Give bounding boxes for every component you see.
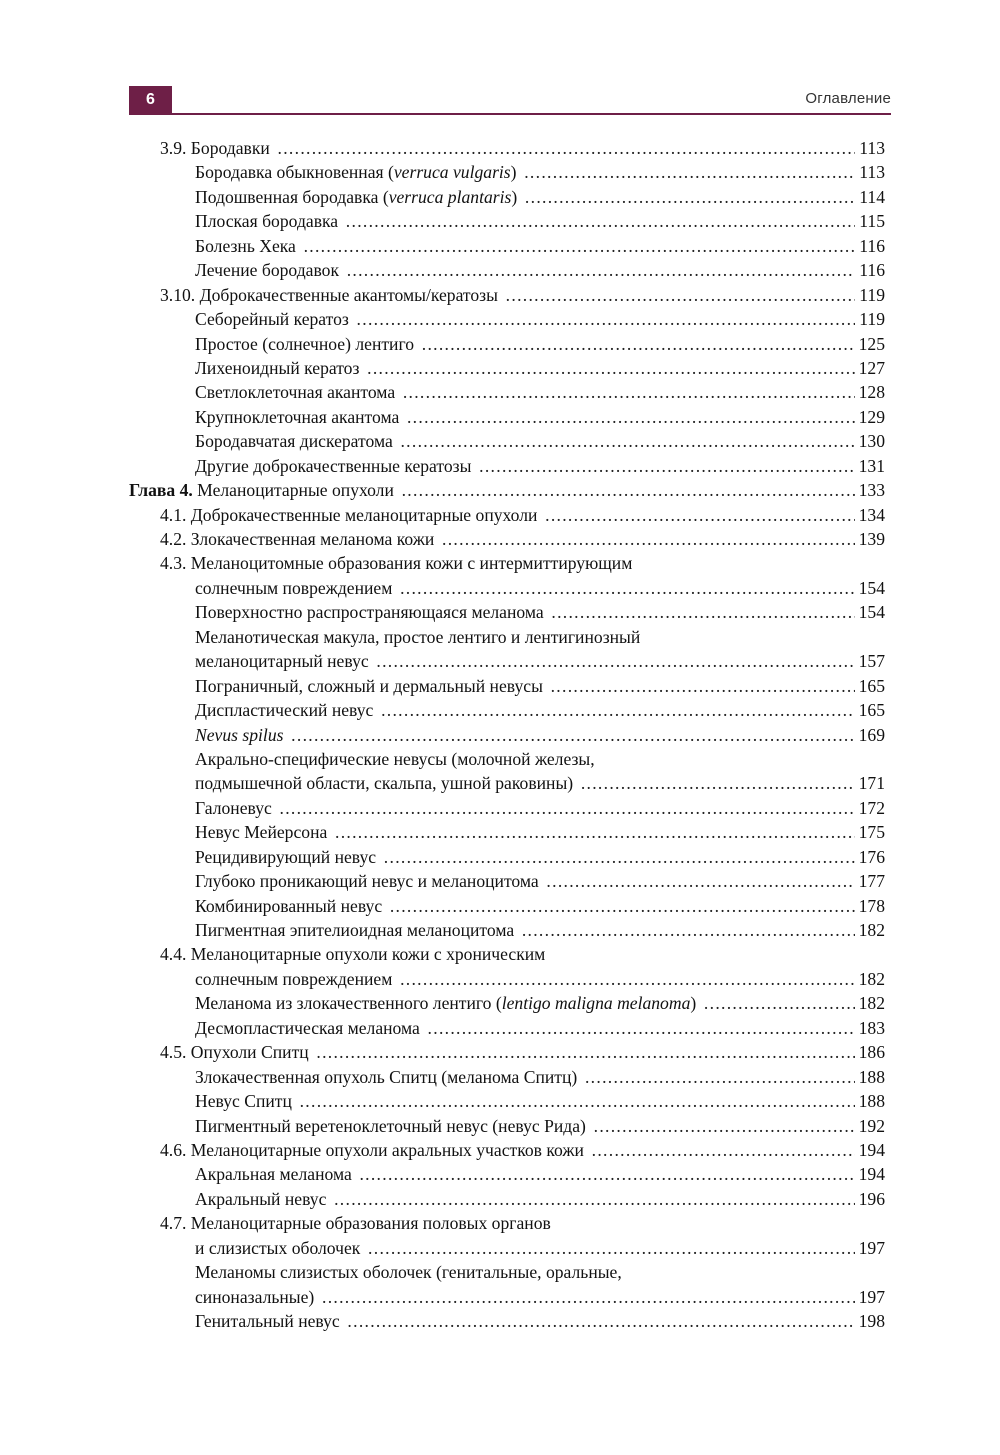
entry-text: меланоцитарный невус [195, 651, 369, 672]
page-ref: 154 [855, 600, 885, 624]
toc-entry-title [160, 1040, 885, 1064]
toc-entry-title [195, 405, 885, 429]
toc-entry [0, 967, 1000, 991]
latin-term: verruca vulgaris [393, 162, 511, 183]
page-ref: 154 [855, 576, 885, 600]
toc-entry [0, 527, 1000, 551]
entry-text: Доброкачественные акантомы/кератозы [199, 284, 498, 305]
toc-entry-title [195, 771, 885, 795]
page-ref: 113 [855, 136, 885, 160]
toc-entry-title [195, 454, 885, 478]
toc-entry [0, 845, 1000, 869]
page-ref: 134 [855, 503, 885, 527]
page-ref: 127 [855, 356, 885, 380]
entry-text: Невус Мейерсона [195, 822, 328, 843]
toc-entry [0, 698, 1000, 722]
toc-entry [0, 136, 1000, 160]
toc-entry-title [160, 283, 885, 307]
toc-entry-title [160, 1211, 885, 1235]
page-ref: 194 [855, 1162, 885, 1186]
entry-text: Акрально-специфические невусы (молочной железы, [195, 748, 595, 769]
entry-text: Галоневус [195, 797, 272, 818]
entry-text: Пигментная эпителиоидная меланоцитома [195, 920, 515, 940]
toc-entry [0, 160, 1000, 184]
toc-entry [0, 723, 1000, 747]
toc-entry-title [195, 1089, 885, 1113]
toc-entry [0, 1260, 1000, 1284]
entry-text: Рецидивирующий невус [195, 846, 377, 867]
page-ref: 192 [855, 1114, 885, 1138]
chapter-label: Глава 4. [129, 480, 193, 501]
entry-text: Плоская бородавка [195, 211, 339, 232]
page-ref: 186 [855, 1040, 885, 1064]
entry-text: синоназальные) [195, 1286, 315, 1307]
toc-entry [0, 918, 1000, 942]
toc-entry [0, 1016, 1000, 1040]
toc-entry [0, 234, 1000, 258]
toc-entry-title [195, 1309, 885, 1333]
entry-text: Меланоцитарные опухоли [192, 480, 394, 501]
page-ref: 157 [855, 649, 885, 673]
latin-term: lentigo maligna melanoma [501, 993, 691, 1014]
toc-entry-title [195, 796, 885, 820]
page-ref: 125 [855, 332, 885, 356]
entry-text: Меланотическая макула, простое лентиго и лентигинозный [195, 626, 641, 647]
page-ref: 139 [855, 527, 885, 551]
entry-text: Злокачественная меланома кожи [190, 529, 435, 549]
entry-text: солнечным повреждением [195, 577, 393, 598]
entry-text: Генитальный невус [195, 1311, 340, 1331]
page-ref: 115 [855, 209, 885, 233]
toc-entry-title [195, 234, 885, 258]
toc-entry-title [195, 160, 885, 184]
toc-entry-title [195, 356, 885, 380]
toc-entry [0, 356, 1000, 380]
section-number: 4.3. [160, 553, 191, 574]
toc-entry-title [160, 551, 885, 575]
toc-entry [0, 1065, 1000, 1089]
page-ref: 133 [855, 478, 885, 502]
entry-text: Болезнь Хека [195, 235, 296, 256]
page-ref: 119 [855, 307, 885, 331]
page-ref: 178 [855, 894, 885, 918]
entry-text: Бородавка обыкновенная ( [195, 162, 394, 183]
toc-entry [0, 1040, 1000, 1064]
toc-entry-title [195, 1114, 885, 1138]
toc-entry [0, 185, 1000, 209]
toc-entry [0, 576, 1000, 600]
entry-text: Акральный невус [195, 1188, 327, 1209]
page-ref: 165 [855, 674, 885, 698]
page-ref: 182 [855, 918, 885, 942]
toc-entry [0, 1211, 1000, 1235]
page-ref: 196 [855, 1187, 885, 1211]
toc-entry [0, 649, 1000, 673]
table-of-contents [0, 136, 1000, 1333]
running-title: Оглавление [805, 90, 891, 107]
toc-entry [0, 1089, 1000, 1113]
toc-entry [0, 1187, 1000, 1211]
toc-entry [0, 1162, 1000, 1186]
entry-text: Десмопластическая меланома [195, 1017, 420, 1038]
entry-text: Меланоцитарные опухоли кожи с хроническим [190, 944, 546, 965]
toc-entry-title [195, 649, 885, 673]
page-ref: 119 [855, 283, 885, 307]
section-number: 4.7. [160, 1213, 191, 1234]
entry-text: Диспластический невус [195, 700, 374, 721]
entry-suffix: ) [690, 993, 697, 1014]
toc-entry-title [195, 1162, 885, 1186]
section-number: 4.4. [160, 944, 191, 965]
page-ref: 165 [855, 698, 885, 722]
toc-entry-title [195, 967, 885, 991]
page-ref: 114 [855, 185, 885, 209]
entry-text: Акральная меланома [195, 1164, 352, 1185]
page-ref: 197 [855, 1236, 885, 1260]
toc-entry-title [195, 600, 885, 624]
toc-entry-title [195, 1236, 885, 1260]
toc-entry [0, 307, 1000, 331]
page-ref: 177 [855, 869, 885, 893]
toc-entry [0, 1309, 1000, 1333]
toc-entry [0, 283, 1000, 307]
toc-entry [0, 747, 1000, 771]
entry-text: Комбинированный невус [195, 895, 383, 916]
page-ref: 128 [855, 380, 885, 404]
toc-entry-title [195, 380, 885, 404]
page-ref: 194 [855, 1138, 885, 1162]
toc-entry-title [195, 820, 885, 844]
toc-entry [0, 429, 1000, 453]
toc-entry [0, 454, 1000, 478]
toc-entry [0, 674, 1000, 698]
section-number: 3.10. [160, 284, 200, 305]
toc-entry-title [160, 527, 885, 551]
latin-term: verruca plantaris [388, 186, 512, 207]
toc-entry-title [195, 185, 885, 209]
entry-text: подмышечной области, скальпа, ушной раковины) [195, 773, 574, 794]
section-number: 4.5. [160, 1042, 191, 1063]
toc-entry-title [160, 136, 885, 160]
page-ref: 131 [855, 454, 885, 478]
entry-text: Меланома из злокачественного лентиго ( [195, 993, 502, 1014]
entry-text: Другие доброкачественные кератозы [195, 455, 472, 476]
entry-text: Поверхностно распространяющаяся меланома [195, 602, 544, 623]
entry-text: Доброкачественные меланоцитарные опухоли [190, 504, 538, 525]
entry-suffix: ) [510, 162, 517, 183]
toc-entry-title [129, 478, 885, 502]
entry-text: Бородавчатая дискератома [195, 431, 393, 452]
entry-suffix: ) [511, 186, 518, 207]
section-number: 4.2. [160, 529, 191, 549]
page-ref: 172 [855, 796, 885, 820]
toc-entry-title [195, 845, 885, 869]
toc-entry-title [195, 674, 885, 698]
toc-entry-title [195, 723, 885, 747]
page-ref: 169 [855, 723, 885, 747]
toc-entry-title [195, 869, 885, 893]
entry-text: Невус Спитц [195, 1091, 292, 1112]
entry-text: Глубоко проникающий невус и меланоцитома [195, 871, 539, 892]
toc-entry [0, 209, 1000, 233]
toc-entry [0, 478, 1000, 502]
toc-entry [0, 1114, 1000, 1138]
section-number: 4.6. [160, 1139, 191, 1160]
entry-text: Меланомы слизистых оболочек (генитальные, оральные, [195, 1262, 622, 1283]
page-ref: 182 [855, 967, 885, 991]
toc-entry [0, 820, 1000, 844]
page-ref: 188 [855, 1065, 885, 1089]
entry-text: Бородавки [190, 138, 270, 158]
page-ref: 116 [855, 234, 885, 258]
page-ref: 113 [855, 160, 885, 184]
toc-entry-title [195, 894, 885, 918]
toc-entry-title [195, 332, 885, 356]
entry-text: Лихеноидный кератоз [195, 357, 360, 378]
toc-entry-title [195, 1065, 885, 1089]
entry-text: Простое (солнечное) лентиго [195, 333, 415, 354]
page-ref: 182 [855, 991, 885, 1015]
entry-text: солнечным повреждением [195, 968, 393, 989]
entry-text: Опухоли Спитц [190, 1042, 309, 1063]
toc-entry [0, 600, 1000, 624]
toc-entry-title [195, 1187, 885, 1211]
toc-entry [0, 796, 1000, 820]
toc-entry-title [195, 307, 885, 331]
entry-text: Лечение бородавок [195, 260, 340, 281]
toc-entry-title [195, 747, 885, 771]
entry-text: Крупноклеточная акантома [195, 406, 400, 427]
entry-text: Пигментный веретеноклеточный невус (невус Рида) [195, 1115, 586, 1136]
page-ref: 129 [855, 405, 885, 429]
toc-entry [0, 625, 1000, 649]
toc-entry [0, 894, 1000, 918]
toc-entry-title [195, 576, 885, 600]
toc-entry-title [160, 942, 885, 966]
toc-entry [0, 942, 1000, 966]
toc-entry [0, 380, 1000, 404]
toc-entry [0, 551, 1000, 575]
toc-entry-title [195, 1016, 885, 1040]
toc-entry-title [195, 625, 885, 649]
page-ref: 197 [855, 1285, 885, 1309]
toc-entry [0, 332, 1000, 356]
toc-entry [0, 869, 1000, 893]
toc-entry-title [195, 1285, 885, 1309]
page-ref: 183 [855, 1016, 885, 1040]
section-number: 4.1. [160, 504, 191, 525]
toc-entry-title [195, 991, 885, 1015]
toc-entry [0, 771, 1000, 795]
toc-entry [0, 1285, 1000, 1309]
page-ref: 176 [855, 845, 885, 869]
entry-text: Меланоцитарные опухоли акральных участков кожи [190, 1139, 584, 1160]
page-header [129, 86, 891, 115]
toc-entry-title [195, 1260, 885, 1284]
toc-entry [0, 503, 1000, 527]
page-ref: 188 [855, 1089, 885, 1113]
toc-entry [0, 1236, 1000, 1260]
entry-text: Светлоклеточная акантома [195, 382, 396, 403]
toc-entry-title [195, 209, 885, 233]
entry-text: Подошвенная бородавка ( [195, 186, 389, 207]
toc-entry-title [195, 429, 885, 453]
toc-entry-title [195, 698, 885, 722]
page-number: 6 [129, 86, 172, 113]
section-number: 3.9. [160, 138, 191, 158]
toc-entry [0, 258, 1000, 282]
toc-entry-title [195, 258, 885, 282]
toc-entry-title [160, 1138, 885, 1162]
toc-entry-title [195, 918, 885, 942]
page-ref: 198 [855, 1309, 885, 1333]
latin-term: Nevus spilus [195, 724, 284, 745]
toc-entry [0, 1138, 1000, 1162]
toc-entry [0, 405, 1000, 429]
entry-text: Себорейный кератоз [195, 309, 349, 330]
entry-text: Меланоцитомные образования кожи с интермиттирующим [190, 553, 633, 574]
entry-text: и слизистых оболочек [195, 1237, 361, 1258]
page-ref: 171 [855, 771, 885, 795]
page-ref: 116 [855, 258, 885, 282]
page-ref: 175 [855, 820, 885, 844]
page-ref: 130 [855, 429, 885, 453]
entry-text: Меланоцитарные образования половых органов [190, 1213, 551, 1234]
toc-entry-title [160, 503, 885, 527]
entry-text: Пограничный, сложный и дермальный невусы [195, 675, 543, 696]
entry-text: Злокачественная опухоль Спитц (меланома Спитц) [195, 1066, 578, 1087]
toc-entry [0, 991, 1000, 1015]
